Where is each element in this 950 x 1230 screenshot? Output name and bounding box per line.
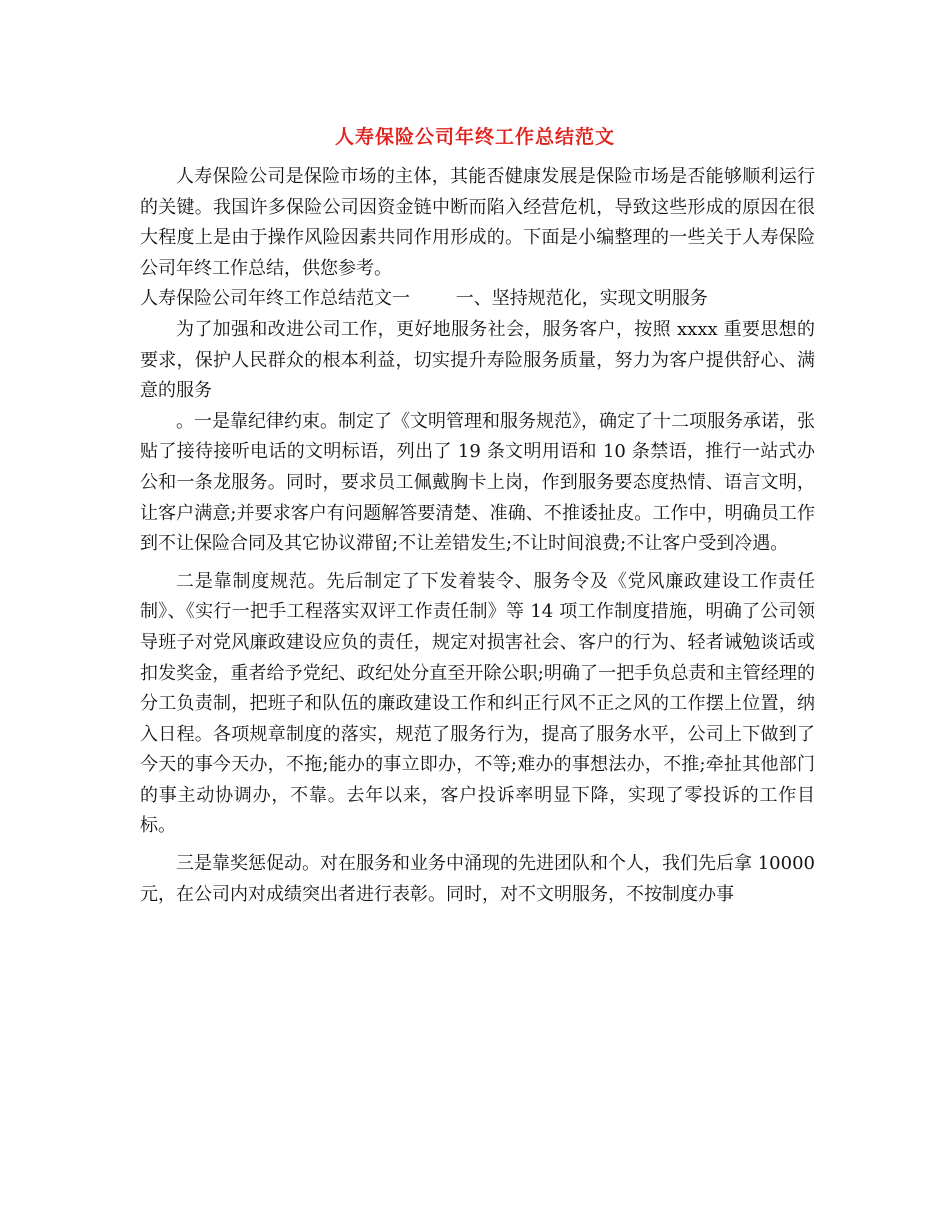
regulation-paragraph: 二是靠制度规范。先后制定了下发着装令、服务令及《党风廉政建设工作责任制》、《实行一把手工程落实双评工作责任制》等 14 项工作制度措施，明确了公司领导班子对党风廉政建设应负的责任，规定对损害社会、客户的行为、轻者诫勉谈话或扣发奖金，重者给予党纪、政纪处分直至开除公职;明确了一把手负总责和主管经理的分工负责制，把班子和队伍的廉政建设工作和纠正行风不正之风的工作摆上位置，纳入日程。各项规章制度的落实，规范了服务行为，提高了服务水平，公司上下做到了今天的事今天办，不拖;能办的事立即办，不等;难办的事想法办，不推;牵扯其他部门的事主动协调办，不靠。去年以来，客户投诉率明显下降，实现了零投诉的工作目标。: [140, 570, 815, 837]
service-paragraph: 为了加强和改进公司工作，更好地服务社会，服务客户，按照 xxxx 重要思想的要求，保护人民群众的根本利益，切实提升寿险服务质量，努力为客户提供舒心、满意的服务: [140, 318, 815, 402]
intro-paragraph: 人寿保险公司是保险市场的主体，其能否健康发展是保险市场是否能够顺利运行的关键。我国许多保险公司因资金链中断而陷入经营危机，导致这些形成的原因在很大程度上是由于操作风险因素共同作用形成的。下面是小编整理的一些关于人寿保险公司年终工作总结，供您参考。: [140, 166, 815, 279]
rewards-paragraph: 三是靠奖惩促动。对在服务和业务中涌现的先进团队和个人，我们先后拿 10000 元，在公司内对成绩突出者进行表彰。同时，对不文明服务，不按制度办事: [140, 853, 815, 905]
section-heading: 人寿保险公司年终工作总结范文一 一、坚持规范化，实现文明服务: [140, 288, 708, 310]
discipline-paragraph: 。一是靠纪律约束。制定了《文明管理和服务规范》，确定了十二项服务承诺，张贴了接待接听电话的文明标语，列出了 19 条文明用语和 10 条禁语，推行一站式办公和一条龙服务。同时，要求员工佩戴胸卡上岗，作到服务要态度热情、语言文明，让客户满意;并要求客户有问题解答要清楚、准确、不推诿扯皮。工作中，明确员工作到不让保险合同及其它协议滞留;不让差错发生;不让时间浪费;不让客户受到冷遇。: [140, 410, 815, 555]
document-body: [140, 162, 815, 917]
document-title: 人寿保险公司年终工作总结范文: [334, 126, 615, 148]
